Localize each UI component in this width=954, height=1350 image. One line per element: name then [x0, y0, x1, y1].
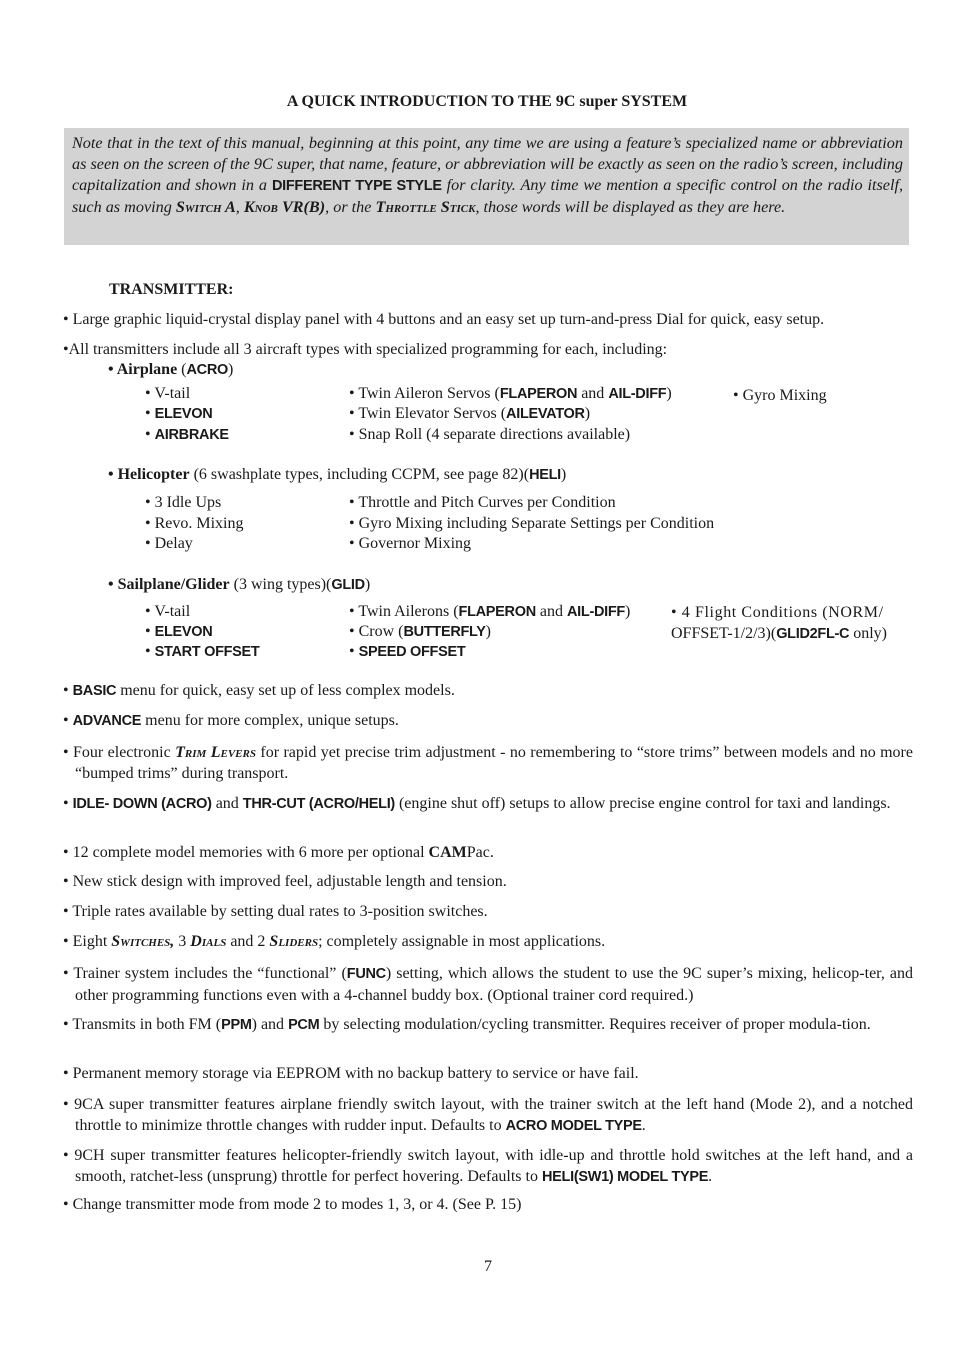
- bullet-eeprom: • Permanent memory storage via EEPROM with no backup battery to service or have fail.: [63, 1065, 639, 1082]
- text: ; completely assignable in most applications.: [318, 933, 606, 950]
- airplane-label: • Airplane: [108, 361, 178, 378]
- note-style-sample: DIFFERENT TYPE STYLE: [271, 178, 442, 194]
- text: (engine shut off) setups to allow precise engine control for taxi and landings.: [394, 795, 891, 812]
- speed-offset-tag: SPEED OFFSET: [358, 644, 466, 660]
- text: • Twin Ailerons (: [349, 603, 459, 620]
- trim-levers: Trim Levers: [175, 744, 256, 761]
- text: • Eight: [63, 933, 112, 950]
- heli-throttle-pitch: • Throttle and Pitch Curves per Condition: [349, 494, 616, 511]
- heli-idle-ups: • 3 Idle Ups: [145, 494, 222, 511]
- flaperon-tag: FLAPERON: [499, 386, 578, 402]
- glider-flight-conditions-1: • 4 Flight Conditions (NORM/: [671, 604, 884, 621]
- switches: Switches,: [111, 933, 175, 950]
- bullet-9ch: [63, 1145, 913, 1188]
- airplane-twin-aileron: [349, 385, 672, 403]
- note-text-1: Note that in the text of this manual, beginning at this point, any time we are using a feature’s specialized name or abbreviation as seen on the screen of the 9C super, that name, feature, or abbreviation will be exactly as seen on the radio’s screen, including capitalization and shown in a: [72, 134, 903, 194]
- text: ): [666, 385, 672, 402]
- airplane-elevon: [145, 405, 212, 423]
- text: • Twin Elevator Servos (: [349, 405, 507, 422]
- airplane-heading: [108, 361, 233, 379]
- text: ) setting, which allows the student to use the 9C super’s mixing, helicop-ter, and other programming functions even with a 4-channel buddy box. (Optional trainer cord required.): [75, 965, 914, 1004]
- glider-heading: [108, 576, 370, 594]
- glider-elevon: [145, 623, 212, 641]
- ail-diff-tag: AIL-DIFF: [566, 604, 625, 620]
- bullet-idle-down: [63, 793, 913, 815]
- text: and: [535, 603, 567, 620]
- text: • 9CA super transmitter features airplane friendly switch layout, with the trainer switch at the left hand (Mode 2), and a notched throttle to minimize throttle changes with rudder input. Defaults to: [63, 1096, 913, 1134]
- text: and: [577, 385, 609, 402]
- text: • Four electronic: [63, 744, 176, 761]
- idle-down-tag: IDLE- DOWN (ACRO): [72, 796, 212, 812]
- text: ): [485, 623, 491, 640]
- glider-desc: (3 wing types)(: [229, 576, 332, 593]
- bullet-lcd: • Large graphic liquid-crystal display panel with 4 buttons and an easy set up turn-and-press Dial for quick, easy setup.: [63, 311, 825, 328]
- airbrake-tag: AIRBRAKE: [154, 427, 229, 443]
- text: ): [625, 603, 631, 620]
- func-tag: FUNC: [346, 966, 386, 982]
- airplane-vtail: • V-tail: [145, 385, 191, 402]
- text: • Trainer system includes the “functional” (: [63, 965, 347, 982]
- text: ) and: [251, 1016, 289, 1033]
- heli-heading: [108, 466, 566, 484]
- transmitter-heading: TRANSMITTER:: [109, 281, 234, 298]
- text: for rapid yet precise trim adjustment - no remembering to “store trims” between models and no more “bumped trims” during transport.: [75, 744, 913, 782]
- text: • 12 complete model memories with 6 more per optional: [63, 844, 429, 861]
- glider-twin-ailerons: [349, 603, 630, 621]
- bullet-advance: [63, 712, 399, 730]
- heli-model-type-tag: HELI(SW1) MODEL TYPE: [541, 1169, 709, 1185]
- note-knob: Knob VR(B): [243, 198, 326, 216]
- text: and: [211, 795, 243, 812]
- page-title: A QUICK INTRODUCTION TO THE 9C super SYSTEM: [286, 93, 688, 110]
- ailevator-tag: AILEVATOR: [506, 406, 585, 422]
- note-text-4: , those words will be displayed as they are here.: [475, 198, 786, 216]
- glider-close: ): [364, 576, 371, 593]
- airplane-close: ): [228, 361, 234, 378]
- text: only): [849, 625, 887, 642]
- bullet-trim: [63, 742, 913, 784]
- text: • 9CH super transmitter features helicopter-friendly switch layout, with idle-up and throttle hold switches at the left hand, and a smooth, ratchet-less (unsprung) throttle for perfect hovering. Defaults to: [63, 1147, 913, 1185]
- bullet: •: [349, 643, 359, 660]
- bullet-memories: [63, 844, 494, 862]
- note-throttle: Throttle Stick: [375, 198, 476, 216]
- page-number: 7: [484, 1258, 492, 1275]
- pcm-tag: PCM: [288, 1017, 320, 1033]
- butterfly-tag: BUTTERFLY: [403, 624, 486, 640]
- text: by selecting modulation/cycling transmitter. Requires receiver of proper modula-tion.: [319, 1016, 871, 1033]
- glider-crow: [349, 623, 491, 641]
- text: • Crow (: [349, 623, 404, 640]
- heli-delay: • Delay: [145, 535, 193, 552]
- bullet-trainer: [63, 963, 913, 1006]
- bullet: •: [145, 643, 155, 660]
- airplane-tag: ACRO: [186, 362, 228, 378]
- thr-cut-tag: THR-CUT (ACRO/HELI): [242, 796, 395, 812]
- bullet-stick: • New stick design with improved feel, adjustable length and tension.: [63, 873, 507, 890]
- note-comma: ,: [235, 198, 240, 216]
- bullet: •: [63, 712, 73, 729]
- glider-flight-conditions-2: [671, 625, 887, 643]
- flaperon-tag: FLAPERON: [458, 604, 536, 620]
- glider-vtail: • V-tail: [145, 603, 191, 620]
- heli-governor: • Governor Mixing: [349, 535, 472, 552]
- text: and 2: [226, 933, 270, 950]
- airplane-twin-elevator: [349, 405, 590, 423]
- text: ): [584, 405, 591, 422]
- bullet-rates: • Triple rates available by setting dual rates to 3-position switches.: [63, 903, 488, 920]
- glider-start-offset: [145, 643, 259, 661]
- bullet-aircraft-types: •All transmitters include all 3 aircraft types with specialized programming for each, including:: [63, 341, 668, 358]
- heli-tag: HELI: [529, 467, 561, 483]
- acro-model-type-tag: ACRO MODEL TYPE: [505, 1118, 642, 1134]
- bullet: •: [63, 795, 73, 812]
- heli-gyro: • Gyro Mixing including Separate Settings per Condition: [349, 515, 715, 532]
- bullet: •: [145, 405, 155, 422]
- text: menu for quick, easy set up of less complex models.: [116, 682, 455, 699]
- advance-tag: ADVANCE: [72, 713, 142, 729]
- bullet-fm: [63, 1014, 913, 1036]
- heli-revo: • Revo. Mixing: [145, 515, 244, 532]
- ail-diff-tag: AIL-DIFF: [608, 386, 667, 402]
- heli-label: • Helicopter: [108, 466, 190, 483]
- basic-tag: BASIC: [72, 683, 117, 699]
- heli-desc: (6 swashplate types, including CCPM, see page 82)(: [189, 466, 530, 483]
- text: 3: [174, 933, 191, 950]
- dials: Dials: [190, 933, 227, 950]
- text: • Twin Aileron Servos (: [349, 385, 500, 402]
- airplane-airbrake: [145, 426, 229, 444]
- bullet-9ca: [63, 1094, 913, 1137]
- bullet-mode: • Change transmitter mode from mode 2 to modes 1, 3, or 4. (See P. 15): [63, 1196, 522, 1213]
- cam-bold: CAM: [428, 844, 467, 861]
- elevon-tag: ELEVON: [154, 406, 213, 422]
- elevon-tag: ELEVON: [154, 624, 213, 640]
- note-switch-a: Switch A: [175, 198, 236, 216]
- glider-tag: GLID: [331, 577, 365, 593]
- glid2flc-tag: GLID2FL-C: [776, 626, 850, 642]
- bullet-basic: [63, 682, 455, 700]
- text: .: [641, 1117, 646, 1134]
- note-text-2: for clarity. Any time we mention a specific control on the radio itself, such as moving: [72, 176, 904, 216]
- text: menu for more complex, unique setups.: [141, 712, 399, 729]
- bullet-switches: [63, 933, 605, 951]
- bullet: •: [145, 623, 155, 640]
- airplane-snap-roll: • Snap Roll (4 separate directions available): [349, 426, 631, 443]
- note-box: [64, 128, 909, 245]
- start-offset-tag: START OFFSET: [154, 644, 260, 660]
- bullet: •: [145, 426, 155, 443]
- glider-label: • Sailplane/Glider: [108, 576, 230, 593]
- text: • Transmits in both FM (: [63, 1016, 222, 1033]
- glider-speed-offset: [349, 643, 465, 661]
- airplane-open: (: [181, 361, 187, 378]
- text: OFFSET-1/2/3)(: [671, 625, 777, 642]
- ppm-tag: PPM: [221, 1017, 252, 1033]
- sliders: Sliders: [269, 933, 319, 950]
- text: .: [708, 1168, 713, 1185]
- note-text-3: , or the: [325, 198, 372, 216]
- text: Pac.: [466, 844, 494, 861]
- heli-close: ): [560, 466, 567, 483]
- bullet: •: [63, 682, 73, 699]
- airplane-gyro: • Gyro Mixing: [733, 387, 827, 404]
